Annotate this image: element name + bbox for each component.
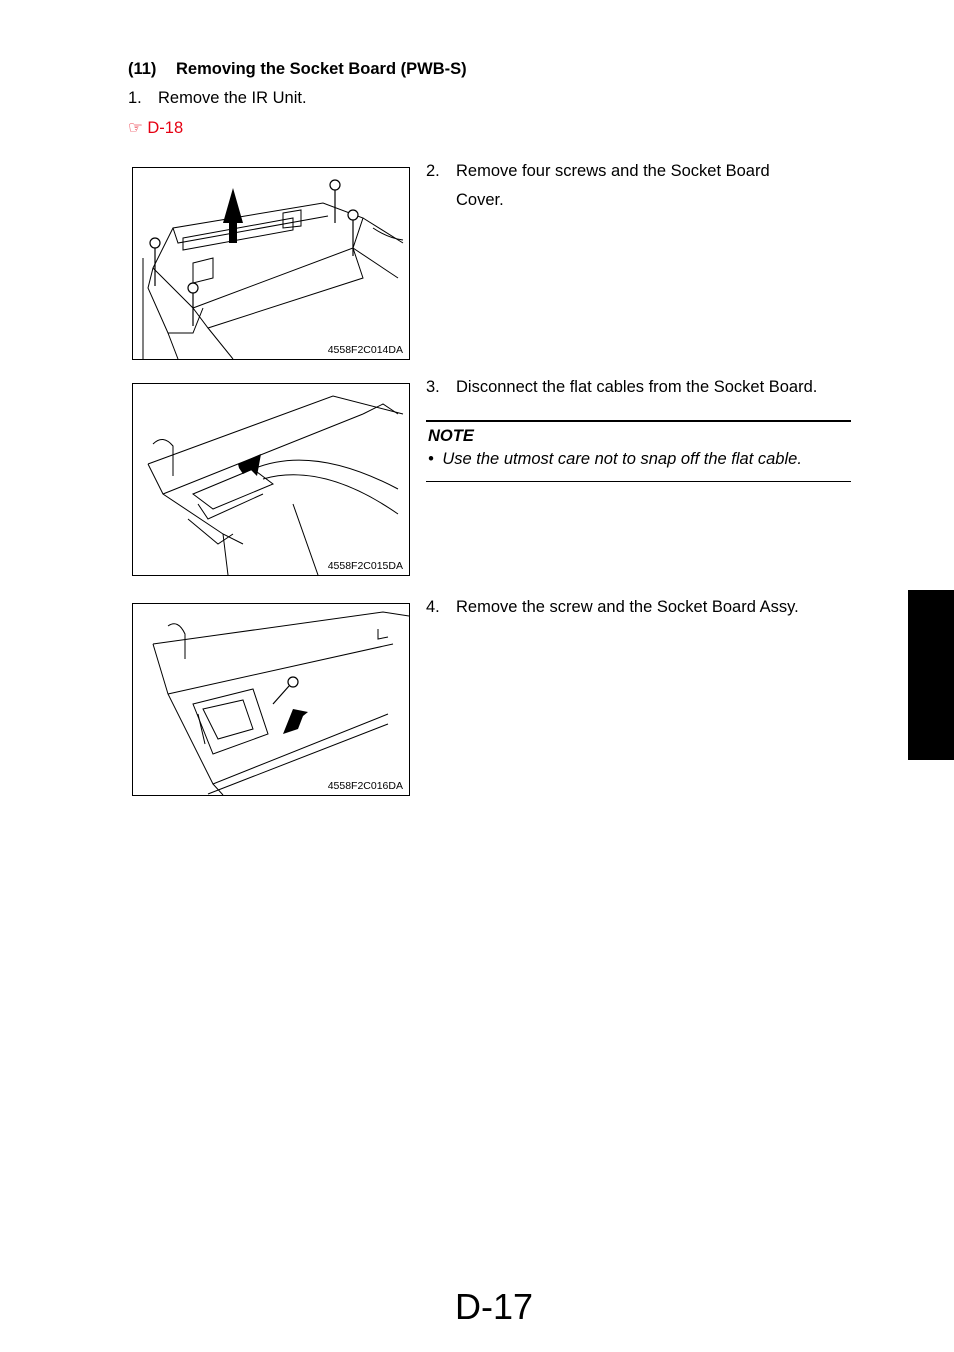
figure-3 <box>132 603 410 796</box>
figure-code: 4558F2C016DA <box>327 780 403 792</box>
figure-1 <box>132 167 410 360</box>
chapter-tab <box>908 590 954 760</box>
step-number: 2. <box>426 162 440 180</box>
step-4 <box>426 593 799 622</box>
step-1 <box>128 84 307 113</box>
reference-link[interactable] <box>128 118 183 138</box>
step-text: Disconnect the flat cables from the Socket Board. <box>456 378 818 396</box>
note-item <box>428 450 802 469</box>
reference-text[interactable]: D-18 <box>147 119 184 137</box>
figure-2 <box>132 383 410 576</box>
flat-cable-illustration <box>133 384 409 575</box>
note-text: Use the utmost care not to snap off the flat cable. <box>442 450 802 468</box>
arrow-icon <box>283 709 308 734</box>
section-number: (11) <box>128 60 157 78</box>
step-number: 3. <box>426 378 440 396</box>
note-bottom-rule <box>426 481 851 482</box>
step-2 <box>426 157 770 215</box>
figure-code: 4558F2C014DA <box>327 344 403 356</box>
step-text-line1: Remove four screws and the Socket Board <box>456 162 770 180</box>
step-number: 1. <box>128 89 142 107</box>
socket-board-cover-illustration <box>133 168 409 359</box>
step-text-line2: Cover. <box>456 191 504 209</box>
screw-icon <box>273 677 298 704</box>
step-3 <box>426 373 817 402</box>
note-top-rule <box>426 420 851 422</box>
bullet-icon: • <box>428 450 434 468</box>
step-text: Remove the screw and the Socket Board Assy. <box>456 598 799 616</box>
screw-icons <box>150 180 358 326</box>
section-heading <box>128 60 467 79</box>
socket-board-assy-illustration <box>133 604 409 795</box>
arrow-icon <box>238 454 261 476</box>
pointing-hand-icon: ☞ <box>128 119 143 137</box>
figure-code: 4558F2C015DA <box>327 560 403 572</box>
step-number: 4. <box>426 598 440 616</box>
note-title: NOTE <box>428 427 474 445</box>
step-text: Remove the IR Unit. <box>158 89 307 107</box>
section-title: Removing the Socket Board (PWB-S) <box>176 60 467 78</box>
page-number: D-17 <box>455 1286 534 1327</box>
